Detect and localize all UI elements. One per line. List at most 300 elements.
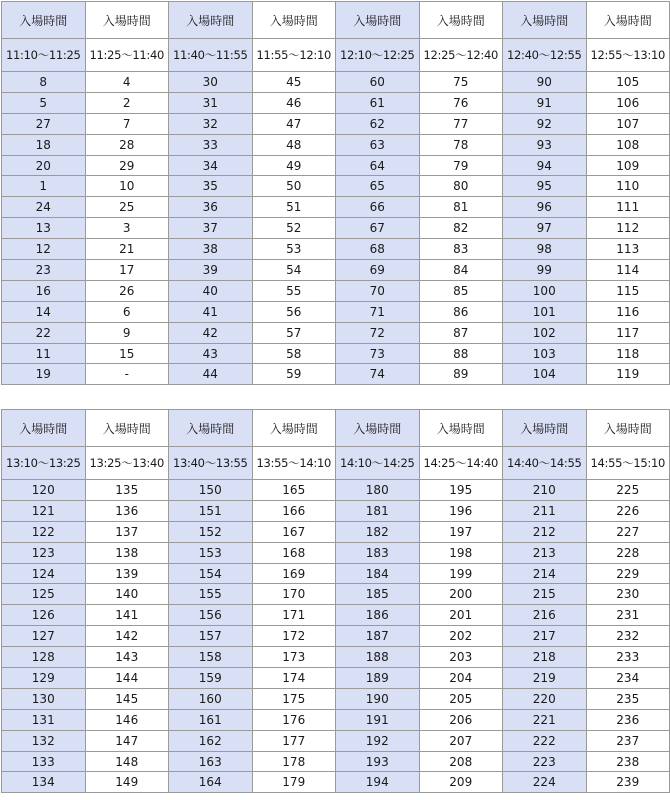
number-cell: 166	[252, 500, 336, 521]
number-cell: 204	[419, 668, 503, 689]
number-cell: 168	[252, 542, 336, 563]
number-cell: 219	[503, 668, 587, 689]
number-cell: 62	[336, 113, 420, 134]
time-slot-cell: 13:55～14:10	[252, 447, 336, 480]
number-cell: 120	[2, 480, 86, 501]
number-cell: 175	[252, 688, 336, 709]
number-cell: 8	[2, 72, 86, 93]
number-cell: 170	[252, 584, 336, 605]
number-cell: 171	[252, 605, 336, 626]
number-cell: 36	[169, 197, 253, 218]
number-cell: 134	[2, 772, 86, 793]
table-row	[2, 92, 670, 113]
number-cell: 162	[169, 730, 253, 751]
table-row	[2, 72, 670, 93]
number-cell: 179	[252, 772, 336, 793]
number-cell: 75	[419, 72, 503, 93]
number-cell: 25	[85, 197, 169, 218]
number-cell: 88	[419, 343, 503, 364]
number-cell: 54	[252, 260, 336, 281]
number-cell: 150	[169, 480, 253, 501]
number-cell: 208	[419, 751, 503, 772]
number-cell: 233	[586, 647, 670, 668]
table-row	[2, 626, 670, 647]
number-cell: 125	[2, 584, 86, 605]
number-cell: 129	[2, 668, 86, 689]
number-cell: 189	[336, 668, 420, 689]
table-row	[2, 280, 670, 301]
number-cell: 51	[252, 197, 336, 218]
table-row	[2, 301, 670, 322]
number-cell: 108	[586, 134, 670, 155]
number-cell: 159	[169, 668, 253, 689]
column-header-label: 入場時間	[586, 2, 670, 39]
time-slot-cell: 12:55～13:10	[586, 39, 670, 72]
time-slot-cell: 13:40～13:55	[169, 447, 253, 480]
number-cell: 37	[169, 218, 253, 239]
number-cell: 115	[586, 280, 670, 301]
number-cell: 50	[252, 176, 336, 197]
number-cell: 173	[252, 647, 336, 668]
number-cell: 78	[419, 134, 503, 155]
table-row	[2, 605, 670, 626]
number-cell: 199	[419, 563, 503, 584]
number-cell: 164	[169, 772, 253, 793]
time-slot-cell: 11:55～12:10	[252, 39, 336, 72]
number-cell: 2	[85, 92, 169, 113]
number-cell: 65	[336, 176, 420, 197]
time-slot-cell: 12:40～12:55	[503, 39, 587, 72]
number-cell: 178	[252, 751, 336, 772]
number-cell: 77	[419, 113, 503, 134]
number-cell: 145	[85, 688, 169, 709]
time-slot-cell: 12:25～12:40	[419, 39, 503, 72]
number-cell: 43	[169, 343, 253, 364]
number-cell: 172	[252, 626, 336, 647]
column-header-label: 入場時間	[419, 410, 503, 447]
number-cell: 174	[252, 668, 336, 689]
number-cell: 188	[336, 647, 420, 668]
number-cell: 35	[169, 176, 253, 197]
number-cell: 104	[503, 364, 587, 385]
column-header-label: 入場時間	[85, 410, 169, 447]
number-cell: 32	[169, 113, 253, 134]
number-cell: 23	[2, 260, 86, 281]
table-row	[2, 500, 670, 521]
number-cell: 131	[2, 709, 86, 730]
column-header-label: 入場時間	[85, 2, 169, 39]
number-cell: 226	[586, 500, 670, 521]
number-cell: 17	[85, 260, 169, 281]
table-row	[2, 364, 670, 385]
number-cell: 154	[169, 563, 253, 584]
number-cell: 49	[252, 155, 336, 176]
number-cell: 64	[336, 155, 420, 176]
number-cell: 220	[503, 688, 587, 709]
number-cell: 15	[85, 343, 169, 364]
number-cell: 83	[419, 239, 503, 260]
number-cell: 176	[252, 709, 336, 730]
number-cell: 158	[169, 647, 253, 668]
number-cell: 90	[503, 72, 587, 93]
number-cell: 213	[503, 542, 587, 563]
number-cell: 67	[336, 218, 420, 239]
number-cell: 235	[586, 688, 670, 709]
time-slot-row	[2, 447, 670, 480]
number-cell: 143	[85, 647, 169, 668]
number-cell: 239	[586, 772, 670, 793]
number-cell: 84	[419, 260, 503, 281]
number-cell: 144	[85, 668, 169, 689]
column-header-label: 入場時間	[252, 2, 336, 39]
number-cell: 31	[169, 92, 253, 113]
number-cell: 130	[2, 688, 86, 709]
number-cell: 33	[169, 134, 253, 155]
table-row	[2, 197, 670, 218]
number-cell: 132	[2, 730, 86, 751]
entry-time-table-2	[1, 409, 670, 793]
column-header-label: 入場時間	[2, 410, 86, 447]
number-cell: 85	[419, 280, 503, 301]
time-slot-cell: 14:25～14:40	[419, 447, 503, 480]
time-slot-cell: 12:10～12:25	[336, 39, 420, 72]
number-cell: 128	[2, 647, 86, 668]
column-header-label: 入場時間	[503, 410, 587, 447]
number-cell: 58	[252, 343, 336, 364]
number-cell: 97	[503, 218, 587, 239]
number-cell: 139	[85, 563, 169, 584]
number-cell: 186	[336, 605, 420, 626]
number-cell: 40	[169, 280, 253, 301]
number-cell: 20	[2, 155, 86, 176]
number-cell: 231	[586, 605, 670, 626]
number-cell: 44	[169, 364, 253, 385]
number-cell: 146	[85, 709, 169, 730]
number-cell: 230	[586, 584, 670, 605]
time-slot-cell: 11:25～11:40	[85, 39, 169, 72]
number-cell: 165	[252, 480, 336, 501]
table-row	[2, 563, 670, 584]
number-cell: 92	[503, 113, 587, 134]
number-cell: 47	[252, 113, 336, 134]
number-cell: 13	[2, 218, 86, 239]
table-row	[2, 155, 670, 176]
number-cell: 234	[586, 668, 670, 689]
number-cell: 224	[503, 772, 587, 793]
number-cell: 105	[586, 72, 670, 93]
number-cell: 3	[85, 218, 169, 239]
number-cell: 124	[2, 563, 86, 584]
number-cell: 24	[2, 197, 86, 218]
number-cell: 187	[336, 626, 420, 647]
number-cell: 70	[336, 280, 420, 301]
number-cell: 74	[336, 364, 420, 385]
number-cell: 60	[336, 72, 420, 93]
number-cell: 153	[169, 542, 253, 563]
number-cell: 114	[586, 260, 670, 281]
table-row	[2, 260, 670, 281]
number-cell: 71	[336, 301, 420, 322]
number-cell: 119	[586, 364, 670, 385]
number-cell: 41	[169, 301, 253, 322]
number-cell: 30	[169, 72, 253, 93]
number-cell: 149	[85, 772, 169, 793]
number-cell: 1	[2, 176, 86, 197]
table-row	[2, 521, 670, 542]
number-cell: 95	[503, 176, 587, 197]
number-cell: 28	[85, 134, 169, 155]
number-cell: 26	[85, 280, 169, 301]
number-cell: 221	[503, 709, 587, 730]
number-cell: 9	[85, 322, 169, 343]
table-row	[2, 480, 670, 501]
number-cell: 89	[419, 364, 503, 385]
number-cell: 126	[2, 605, 86, 626]
number-cell: 45	[252, 72, 336, 93]
number-cell: 14	[2, 301, 86, 322]
number-cell: 201	[419, 605, 503, 626]
number-cell: 18	[2, 134, 86, 155]
number-cell: 12	[2, 239, 86, 260]
number-cell: 197	[419, 521, 503, 542]
number-cell: 127	[2, 626, 86, 647]
number-cell: 161	[169, 709, 253, 730]
number-cell: 86	[419, 301, 503, 322]
number-cell: 148	[85, 751, 169, 772]
number-cell: 96	[503, 197, 587, 218]
number-cell: 215	[503, 584, 587, 605]
number-cell: 196	[419, 500, 503, 521]
number-cell: 98	[503, 239, 587, 260]
number-cell: 19	[2, 364, 86, 385]
number-cell: 38	[169, 239, 253, 260]
number-cell: 79	[419, 155, 503, 176]
time-slot-cell: 11:40～11:55	[169, 39, 253, 72]
number-cell: 193	[336, 751, 420, 772]
column-header-label: 入場時間	[336, 410, 420, 447]
time-slot-row	[2, 39, 670, 72]
number-cell: 76	[419, 92, 503, 113]
number-cell: 123	[2, 542, 86, 563]
column-header-label: 入場時間	[586, 410, 670, 447]
table-row	[2, 772, 670, 793]
table-row	[2, 542, 670, 563]
number-cell: 5	[2, 92, 86, 113]
number-cell: 21	[85, 239, 169, 260]
number-cell: 228	[586, 542, 670, 563]
column-header-label: 入場時間	[169, 2, 253, 39]
number-cell: 225	[586, 480, 670, 501]
number-cell: 42	[169, 322, 253, 343]
number-cell: 103	[503, 343, 587, 364]
table-row	[2, 730, 670, 751]
column-header-label: 入場時間	[336, 2, 420, 39]
number-cell: 136	[85, 500, 169, 521]
number-cell: 210	[503, 480, 587, 501]
number-cell: 211	[503, 500, 587, 521]
table-row	[2, 176, 670, 197]
number-cell: 133	[2, 751, 86, 772]
time-slot-cell: 14:40～14:55	[503, 447, 587, 480]
number-cell: 183	[336, 542, 420, 563]
number-cell: 94	[503, 155, 587, 176]
table-row	[2, 343, 670, 364]
number-cell: 141	[85, 605, 169, 626]
number-cell: 57	[252, 322, 336, 343]
number-cell: 156	[169, 605, 253, 626]
table-row	[2, 751, 670, 772]
table-row	[2, 134, 670, 155]
number-cell: 194	[336, 772, 420, 793]
number-cell: 109	[586, 155, 670, 176]
number-cell: 73	[336, 343, 420, 364]
number-cell: 185	[336, 584, 420, 605]
number-cell: 80	[419, 176, 503, 197]
number-cell: 207	[419, 730, 503, 751]
number-cell: 66	[336, 197, 420, 218]
column-header-label: 入場時間	[252, 410, 336, 447]
number-cell: 112	[586, 218, 670, 239]
number-cell: 203	[419, 647, 503, 668]
number-cell: 10	[85, 176, 169, 197]
number-cell: 184	[336, 563, 420, 584]
number-cell: 155	[169, 584, 253, 605]
number-cell: -	[85, 364, 169, 385]
number-cell: 6	[85, 301, 169, 322]
number-cell: 135	[85, 480, 169, 501]
number-cell: 101	[503, 301, 587, 322]
number-cell: 138	[85, 542, 169, 563]
number-cell: 227	[586, 521, 670, 542]
number-cell: 238	[586, 751, 670, 772]
column-header-label: 入場時間	[419, 2, 503, 39]
number-cell: 107	[586, 113, 670, 134]
number-cell: 72	[336, 322, 420, 343]
number-cell: 223	[503, 751, 587, 772]
number-cell: 192	[336, 730, 420, 751]
number-cell: 195	[419, 480, 503, 501]
number-cell: 237	[586, 730, 670, 751]
number-cell: 206	[419, 709, 503, 730]
number-cell: 69	[336, 260, 420, 281]
number-cell: 182	[336, 521, 420, 542]
number-cell: 61	[336, 92, 420, 113]
number-cell: 39	[169, 260, 253, 281]
number-cell: 117	[586, 322, 670, 343]
time-slot-cell: 13:10～13:25	[2, 447, 86, 480]
number-cell: 198	[419, 542, 503, 563]
number-cell: 122	[2, 521, 86, 542]
table-row	[2, 668, 670, 689]
number-cell: 63	[336, 134, 420, 155]
table-row	[2, 647, 670, 668]
number-cell: 118	[586, 343, 670, 364]
number-cell: 190	[336, 688, 420, 709]
column-header-label: 入場時間	[169, 410, 253, 447]
header-row	[2, 2, 670, 39]
column-header-label: 入場時間	[2, 2, 86, 39]
number-cell: 222	[503, 730, 587, 751]
number-cell: 152	[169, 521, 253, 542]
number-cell: 147	[85, 730, 169, 751]
number-cell: 59	[252, 364, 336, 385]
time-slot-cell: 11:10～11:25	[2, 39, 86, 72]
number-cell: 214	[503, 563, 587, 584]
column-header-label: 入場時間	[503, 2, 587, 39]
number-cell: 91	[503, 92, 587, 113]
time-slot-cell: 14:55～15:10	[586, 447, 670, 480]
number-cell: 137	[85, 521, 169, 542]
table-row	[2, 113, 670, 134]
table-row	[2, 218, 670, 239]
number-cell: 180	[336, 480, 420, 501]
number-cell: 205	[419, 688, 503, 709]
number-cell: 16	[2, 280, 86, 301]
number-cell: 229	[586, 563, 670, 584]
number-cell: 116	[586, 301, 670, 322]
number-cell: 29	[85, 155, 169, 176]
number-cell: 111	[586, 197, 670, 218]
table-row	[2, 688, 670, 709]
number-cell: 52	[252, 218, 336, 239]
number-cell: 93	[503, 134, 587, 155]
number-cell: 48	[252, 134, 336, 155]
table-row	[2, 709, 670, 730]
time-slot-cell: 14:10～14:25	[336, 447, 420, 480]
time-slot-cell: 13:25～13:40	[85, 447, 169, 480]
number-cell: 232	[586, 626, 670, 647]
entry-time-table-1	[1, 1, 670, 385]
number-cell: 151	[169, 500, 253, 521]
number-cell: 202	[419, 626, 503, 647]
number-cell: 169	[252, 563, 336, 584]
number-cell: 142	[85, 626, 169, 647]
number-cell: 181	[336, 500, 420, 521]
number-cell: 102	[503, 322, 587, 343]
number-cell: 53	[252, 239, 336, 260]
number-cell: 56	[252, 301, 336, 322]
number-cell: 99	[503, 260, 587, 281]
number-cell: 113	[586, 239, 670, 260]
number-cell: 236	[586, 709, 670, 730]
number-cell: 100	[503, 280, 587, 301]
number-cell: 217	[503, 626, 587, 647]
number-cell: 110	[586, 176, 670, 197]
number-cell: 218	[503, 647, 587, 668]
number-cell: 81	[419, 197, 503, 218]
number-cell: 7	[85, 113, 169, 134]
number-cell: 216	[503, 605, 587, 626]
number-cell: 11	[2, 343, 86, 364]
table-row	[2, 584, 670, 605]
table-row	[2, 239, 670, 260]
number-cell: 22	[2, 322, 86, 343]
number-cell: 4	[85, 72, 169, 93]
number-cell: 55	[252, 280, 336, 301]
number-cell: 160	[169, 688, 253, 709]
number-cell: 177	[252, 730, 336, 751]
number-cell: 27	[2, 113, 86, 134]
number-cell: 106	[586, 92, 670, 113]
header-row	[2, 410, 670, 447]
number-cell: 121	[2, 500, 86, 521]
number-cell: 212	[503, 521, 587, 542]
number-cell: 68	[336, 239, 420, 260]
table-row	[2, 322, 670, 343]
number-cell: 87	[419, 322, 503, 343]
number-cell: 167	[252, 521, 336, 542]
number-cell: 82	[419, 218, 503, 239]
